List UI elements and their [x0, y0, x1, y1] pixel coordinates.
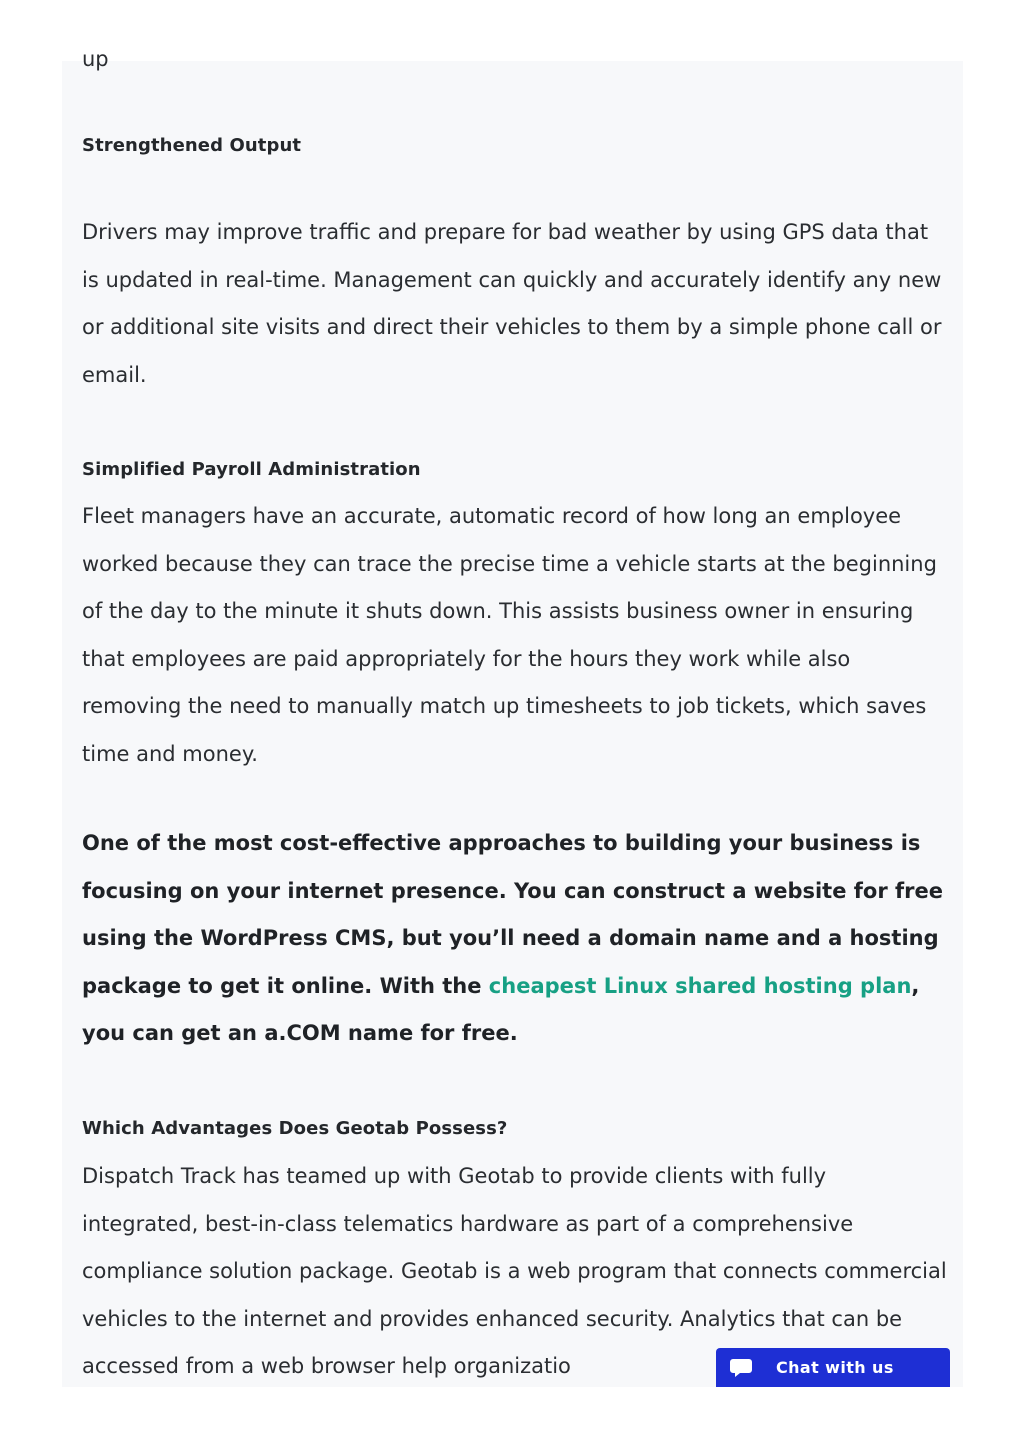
- promo-text-before: One of the most cost-effective approaches to building your business is focusing on your internet presence. You can construct a website for free using the WordPress CMS, but you’ll need a domain name and a hosting package to get it online. With the: [82, 831, 943, 998]
- hosting-plan-link[interactable]: cheapest Linux shared hosting plan: [488, 973, 912, 998]
- section-body-geotab: Dispatch Track has teamed up with Geotab to provide clients with fully integrated, best-in-class telematics hardware as part of a comprehensive compliance solution package. Geotab is a web program that connects commercial vehicles to the internet and provides enhanced security. Analytics that can be accessed from a web browser help organizatio: [82, 1164, 947, 1379]
- section-body-strengthened-output: Drivers may improve traffic and prepare for bad weather by using GPS data that is updated in real-time. Management can quickly and accurately identify any new or additional site visits and direct their vehicles to them by a simple phone call or email.: [82, 220, 942, 387]
- chat-with-us-button[interactable]: [716, 1348, 950, 1387]
- chat-bubble-icon: [728, 1355, 754, 1381]
- hosting-promo-paragraph: [82, 820, 948, 1058]
- section-heading-strengthened-output: Strengthened Output: [82, 135, 302, 156]
- section-body-payroll: Fleet managers have an accurate, automatic record of how long an employee worked because they can trace the precise time a vehicle starts at the beginning of the day to the minute it shuts down. This assists business owner in ensuring that employees are paid appropriately for the hours they work while also removing the need to manually match up timesheets to job tickets, which saves time and money.: [82, 504, 937, 766]
- article-body: [62, 47, 963, 1387]
- promo-text-after: , you can get an a.COM name for free.: [82, 973, 920, 1046]
- section-heading-payroll: Simplified Payroll Administration: [82, 459, 421, 480]
- chat-label: Chat with us: [776, 1358, 894, 1377]
- cut-off-text: up: [82, 47, 109, 71]
- section-heading-geotab: Which Advantages Does Geotab Possess?: [82, 1118, 508, 1139]
